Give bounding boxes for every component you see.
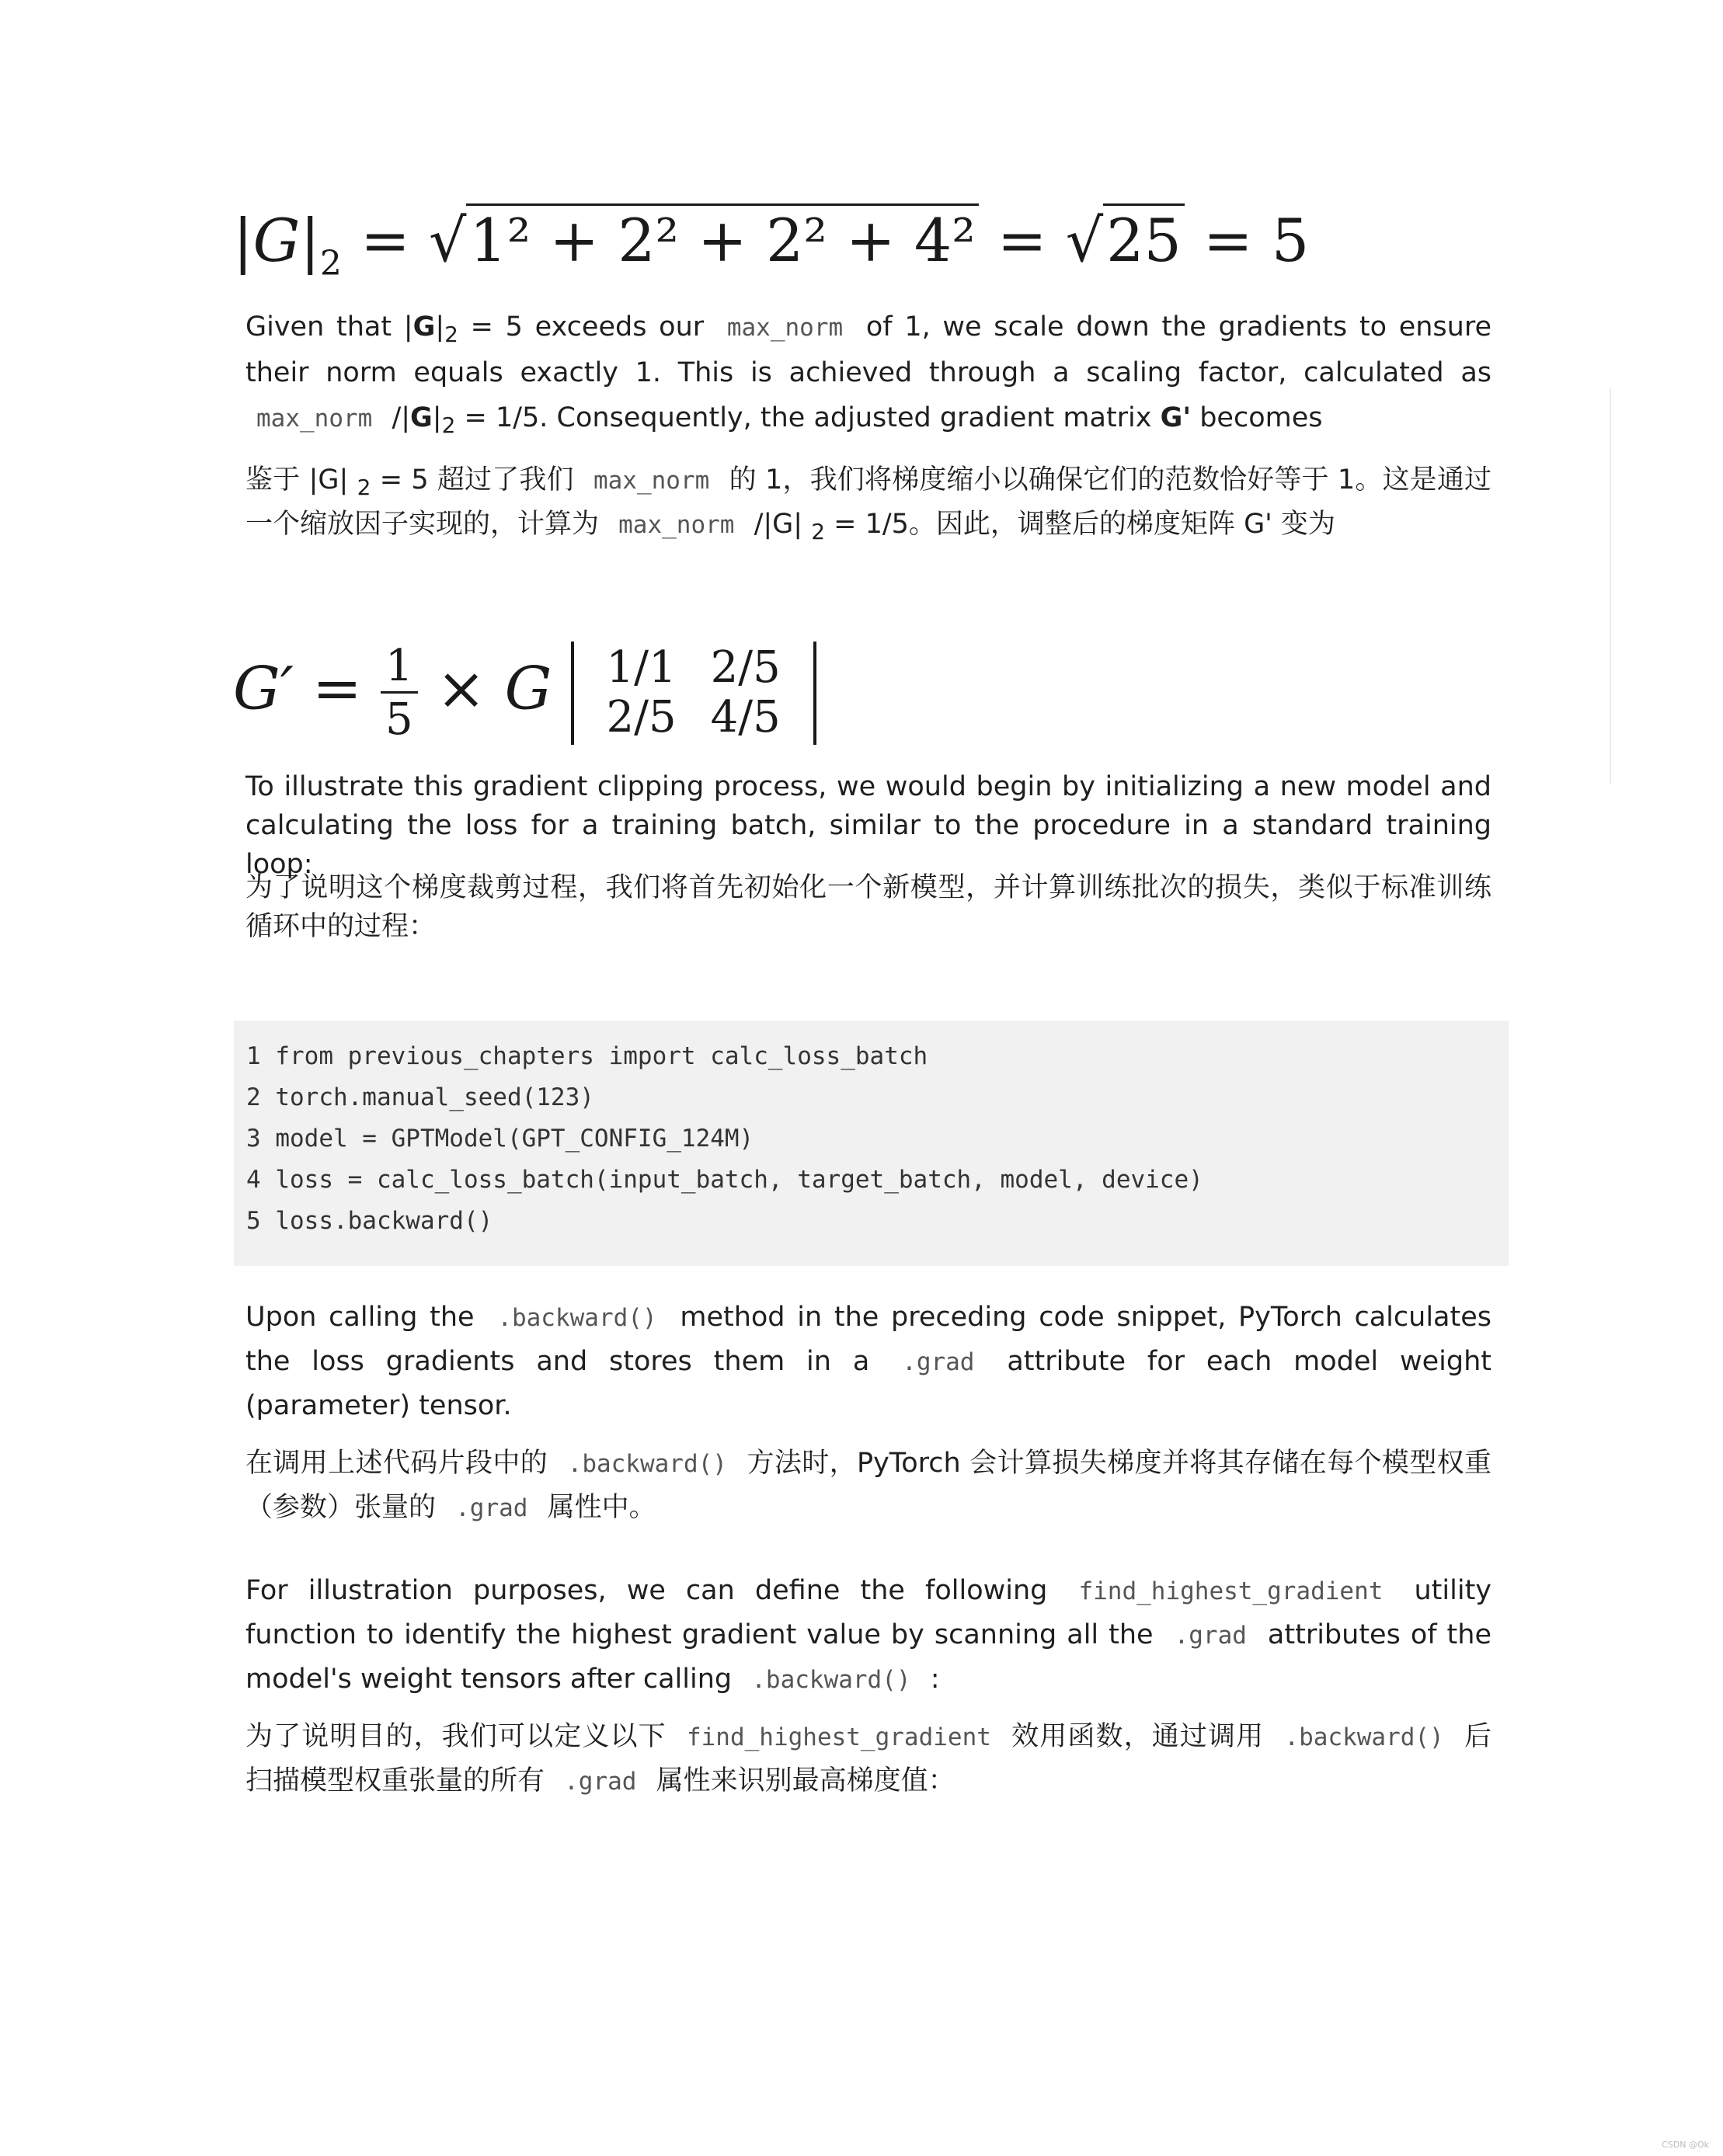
- paragraph-backward-zh: [245, 1441, 1492, 1530]
- text: Upon calling the: [245, 1302, 487, 1333]
- sqrt-terms: √1² + 2² + 2² + 4²: [429, 203, 979, 275]
- code-line: 3 model = GPTModel(GPT_CONFIG_124M): [246, 1125, 754, 1153]
- matrix-cell: 2/5: [606, 692, 677, 743]
- text: = 5 exceeds our: [458, 311, 716, 343]
- inline-code: .grad: [564, 1768, 637, 1796]
- paragraph-backward-en: [245, 1295, 1492, 1427]
- inline-code: .grad: [1174, 1622, 1247, 1650]
- text: For illustration purposes, we can define the following: [245, 1575, 1068, 1606]
- eq-lhs-sub: 2: [319, 244, 342, 283]
- inline-code: .backward(): [567, 1450, 727, 1478]
- text: Given that |: [245, 311, 413, 343]
- text: :: [921, 1664, 940, 1695]
- text: becomes: [1191, 402, 1323, 433]
- code-line: 5 loss.backward(): [246, 1207, 493, 1235]
- inline-code: .grad: [902, 1348, 975, 1376]
- bold-g: G: [412, 311, 436, 343]
- code-line: 2 torch.manual_seed(123): [246, 1083, 594, 1111]
- paragraph-illustrate-zh: 为了说明这个梯度裁剪过程，我们将首先初始化一个新模型，并计算训练批次的损失，类似于标准训练循环中的过程：: [245, 872, 1492, 942]
- text: 属性中。: [538, 1492, 656, 1523]
- inline-code: .backward(): [1284, 1723, 1444, 1751]
- text: = 1/5。因此，调整后的梯度矩阵 G' 变为: [825, 509, 1335, 540]
- text: = 1/5. Consequently, the adjusted gradient matrix: [455, 402, 1161, 433]
- eq2-lhs: G′ =: [233, 653, 362, 723]
- paragraph-highest-gradient-zh: [245, 1715, 1492, 1803]
- text: 鉴于 |G|: [245, 464, 357, 496]
- text: /|: [383, 402, 411, 433]
- text: of 1, we scale down the gradients to ensure their norm equals exactly 1. This is achieved through a scaling factor, calculated as: [245, 311, 1492, 388]
- bold-g: G: [410, 402, 433, 433]
- text: 为了说明目的，我们可以定义以下: [245, 1721, 676, 1752]
- inline-code: find_highest_gradient: [686, 1723, 991, 1751]
- sqrt-radicand: 1² + 2² + 2² + 4²: [466, 203, 978, 275]
- inline-code: find_highest_gradient: [1078, 1577, 1384, 1605]
- text: 方法时，PyTorch 会计算损失梯度并将其存储在每个模型权重（参数）张量的: [245, 1448, 1492, 1523]
- subscript: 2: [811, 519, 826, 544]
- eq-result: = 5: [1203, 206, 1310, 275]
- sqrt-value: 25: [1103, 203, 1185, 275]
- inline-code: .backward(): [751, 1666, 911, 1694]
- bold-g-prime: G': [1160, 402, 1192, 433]
- text: = 5 超过了我们: [371, 464, 583, 496]
- paragraph-scaling-en: [245, 304, 1492, 441]
- subscript: 2: [357, 475, 371, 500]
- scrollbar-track: [1610, 388, 1611, 784]
- numerator: 1: [381, 645, 418, 694]
- norm-equation: [233, 203, 1310, 283]
- code-block: [234, 1021, 1509, 1266]
- subscript: 2: [441, 412, 456, 438]
- scaled-matrix-equation: [233, 642, 816, 745]
- inline-code: .backward(): [497, 1304, 657, 1332]
- text: attributes of the model's weight tensors after calling: [245, 1619, 1492, 1695]
- eq-equals-2: =: [997, 206, 1047, 275]
- eq-lhs: |G|: [233, 206, 320, 275]
- text: attribute for each model weight (parameter) tensor.: [245, 1346, 1492, 1421]
- paragraph-scaling-zh: [245, 458, 1492, 547]
- code-line: 1 from previous_chapters import calc_loss_batch: [246, 1042, 928, 1070]
- inline-code: max_norm: [593, 467, 710, 495]
- text: |: [435, 311, 445, 343]
- text: /|G|: [745, 509, 812, 540]
- text: |: [432, 402, 442, 433]
- inline-code: .grad: [455, 1494, 528, 1522]
- text: 效用函数，通过调用: [1001, 1721, 1274, 1752]
- subscript: 2: [444, 322, 458, 347]
- sqrt-25: √25: [1066, 203, 1185, 275]
- paragraph-highest-gradient-en: [245, 1569, 1492, 1702]
- text: 在调用上述代码片段中的: [245, 1448, 557, 1479]
- text: 后扫描模型权重张量的所有: [245, 1721, 1492, 1796]
- inline-code: max_norm: [726, 314, 844, 342]
- denominator: 5: [385, 694, 413, 745]
- matrix-cell: 1/1: [606, 642, 677, 693]
- matrix: [571, 642, 816, 745]
- text: 的 1，我们将梯度缩小以确保它们的范数恰好等于 1。这是通过一个缩放因子实现的，计算为: [245, 464, 1492, 540]
- eq-equals: =: [360, 206, 410, 275]
- watermark: CSDN @Ok: [1662, 2140, 1709, 2150]
- inline-code: max_norm: [256, 405, 373, 433]
- text: 属性来识别最高梯度值：: [647, 1765, 955, 1796]
- matrix-cell: 2/5: [710, 642, 781, 693]
- fraction: [381, 640, 418, 745]
- matrix-cell: 4/5: [710, 692, 781, 743]
- times-g: × G: [436, 653, 552, 723]
- paragraph-illustrate-en: To illustrate this gradient clipping process, we would begin by initializing a new model and calculating the loss for a training batch, similar to the procedure in a standard training loop:: [245, 771, 1492, 880]
- code-line: 4 loss = calc_loss_batch(input_batch, target_batch, model, device): [246, 1166, 1203, 1194]
- text: method in the preceding code snippet, PyTorch calculates the loss gradients and stores them in a: [245, 1302, 1492, 1377]
- inline-code: max_norm: [618, 511, 735, 539]
- text: utility function to identify the highest gradient value by scanning all the: [245, 1575, 1492, 1650]
